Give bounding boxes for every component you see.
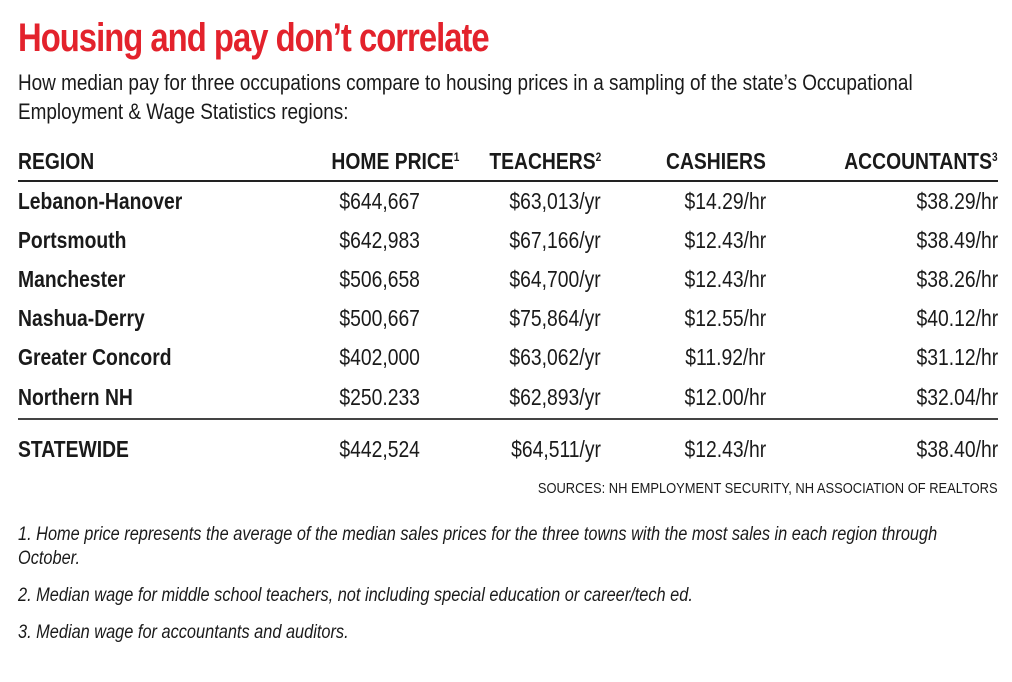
table-row	[18, 221, 998, 260]
region-cell: Nashua-Derry	[18, 305, 145, 331]
table-row	[18, 181, 998, 221]
statewide-row	[18, 419, 998, 478]
cashiers-cell: $12.43/hr	[684, 227, 766, 253]
accountants-cell: $38.29/hr	[916, 188, 998, 214]
footnotes	[18, 523, 998, 645]
page-title: Housing and pay don’t correlate	[18, 16, 489, 60]
header-home-price: HOME PRICE$^1$	[307, 142, 420, 181]
home-price-cell: $500,667	[339, 305, 421, 331]
cashiers-cell: $12.43/hr	[684, 266, 766, 292]
home-price-cell: $506,658	[339, 266, 421, 292]
header-region: REGION	[18, 142, 307, 181]
footnote: 3. Median wage for accountants and auditors.	[18, 622, 349, 643]
home-price-cell: $442,524	[307, 419, 420, 478]
home-price-cell: $644,667	[339, 188, 421, 214]
region-cell: Lebanon-Hanover	[18, 188, 183, 214]
cashiers-cell: $12.00/hr	[684, 384, 766, 410]
data-table	[18, 142, 998, 478]
cashiers-cell: $12.43/hr	[601, 419, 766, 478]
table-row	[18, 260, 998, 299]
region-cell: Northern NH	[18, 384, 133, 410]
teachers-cell: $67,166/yr	[509, 227, 601, 253]
cashiers-cell: $11.92/hr	[685, 344, 766, 370]
cashiers-cell: $14.29/hr	[684, 188, 766, 214]
accountants-cell: $31.12/hr	[916, 344, 998, 370]
teachers-cell: $64,700/yr	[509, 266, 601, 292]
footnote: 2. Median wage for middle school teachers, not including special education or career/tech ed.	[18, 585, 693, 606]
region-cell: STATEWIDE	[18, 419, 307, 478]
home-price-cell: $642,983	[339, 227, 421, 253]
home-price-cell: $402,000	[339, 344, 421, 370]
table-row	[18, 338, 998, 377]
header-accountants: ACCOUNTANTS$^3$	[766, 142, 998, 181]
accountants-cell: $40.12/hr	[916, 305, 998, 331]
teachers-cell: $75,864/yr	[509, 305, 601, 331]
region-cell: Greater Concord	[18, 344, 172, 370]
sources-credit: SOURCES: NH EMPLOYMENT SECURITY, NH ASSOCIATION OF REALTORS	[538, 480, 998, 497]
table-row	[18, 377, 998, 419]
subtitle: How median pay for three occupations compare to housing prices in a sampling of the state’s Occupational Employment & Wage Statistics regions:	[18, 70, 913, 124]
region-cell: Portsmouth	[18, 227, 127, 253]
header-cashiers: CASHIERS	[601, 142, 766, 181]
teachers-cell: $62,893/yr	[509, 384, 601, 410]
accountants-cell: $38.49/hr	[916, 227, 998, 253]
accountants-cell: $32.04/hr	[916, 384, 998, 410]
teachers-cell: $63,062/yr	[509, 344, 601, 370]
footnote: 1. Home price represents the average of the median sales prices for the three towns with the most sales in each region through October.	[18, 524, 938, 569]
teachers-cell: $63,013/yr	[509, 188, 601, 214]
cashiers-cell: $12.55/hr	[684, 305, 766, 331]
region-cell: Manchester	[18, 266, 126, 292]
graphic	[18, 14, 998, 658]
table-header-row	[18, 142, 998, 181]
teachers-cell: $64,511/yr	[420, 419, 601, 478]
accountants-cell: $38.40/hr	[766, 419, 998, 478]
header-teachers: TEACHERS$^2$	[420, 142, 601, 181]
table-row	[18, 299, 998, 338]
home-price-cell: $250.233	[339, 384, 421, 410]
accountants-cell: $38.26/hr	[916, 266, 998, 292]
